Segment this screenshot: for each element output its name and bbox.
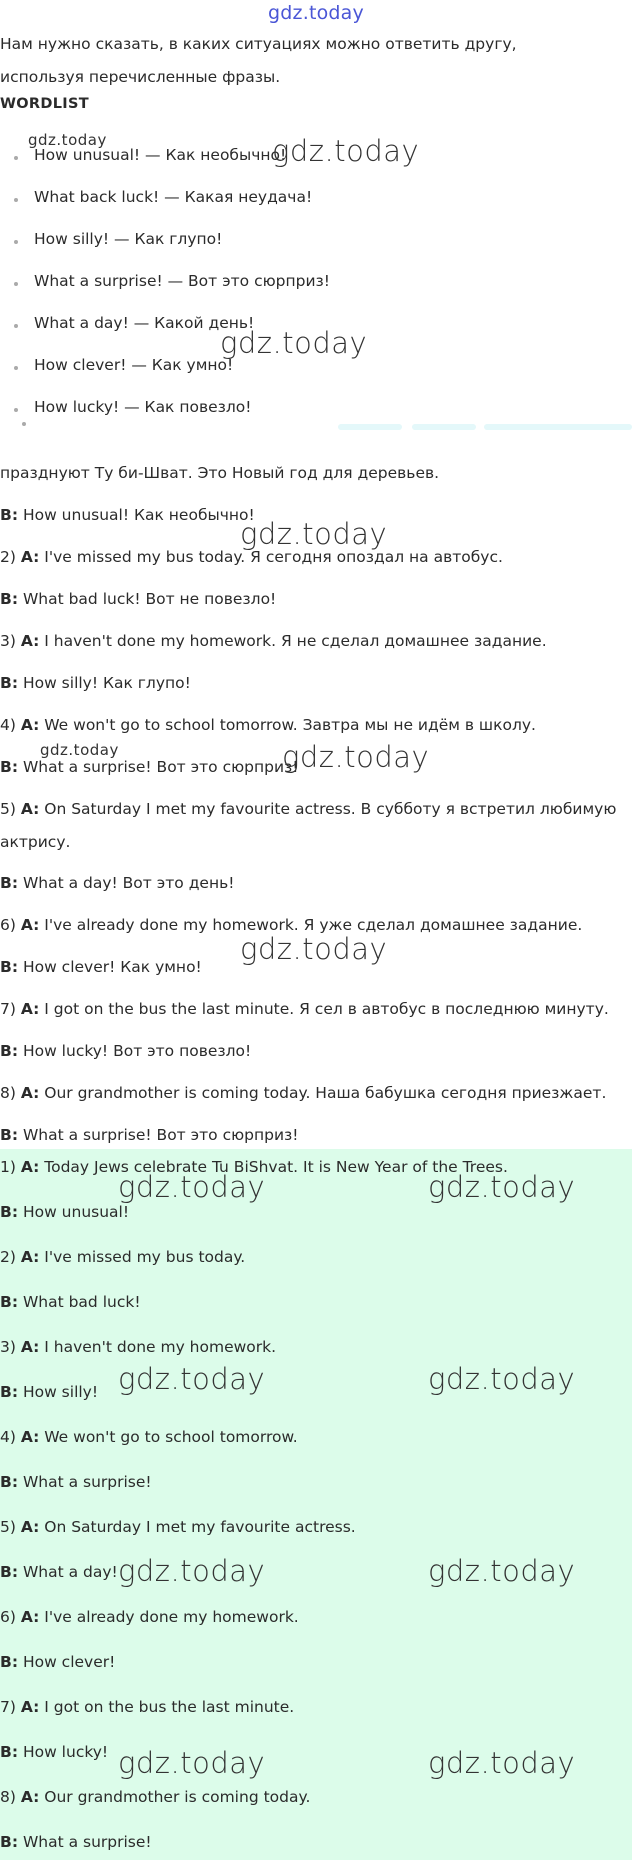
dialogue-line: 4) A: We won't go to school tomorrow. Завтра мы не идём в школу. xyxy=(0,716,536,734)
answer-line: B: How lucky! xyxy=(0,1743,109,1761)
answer-line: 3) A: I haven't done my homework. xyxy=(0,1338,277,1356)
answer-line: B: How clever! xyxy=(0,1653,116,1671)
dialogue-line: B: How unusual! Как необычно! xyxy=(0,506,255,524)
watermark: gdz.today xyxy=(272,134,420,168)
dialogue-line: 7) A: I got on the bus the last minute. Я сел в автобус в последнюю минуту. xyxy=(0,1000,609,1018)
decorative-bar xyxy=(484,424,632,430)
list-bullet xyxy=(22,422,26,426)
list-item: How silly! — Как глупо! xyxy=(34,230,223,248)
answer-line: 7) A: I got on the bus the last minute. xyxy=(0,1698,295,1716)
watermark: gdz.today xyxy=(428,1362,576,1396)
dialogue-line: B: How clever! Как умно! xyxy=(0,958,202,976)
answer-line: 6) A: I've already done my homework. xyxy=(0,1608,299,1626)
watermark: gdz.today xyxy=(118,1170,266,1204)
dialogue-line: 2) A: I've missed my bus today. Я сегодня опоздал на автобус. xyxy=(0,548,503,566)
dialogue-line: 5) A: On Saturday I met my favourite actress. В субботу я встретил любимую xyxy=(0,800,617,818)
dialogue-line: 3) A: I haven't done my homework. Я не сделал домашнее задание. xyxy=(0,632,547,650)
dialogue-line: B: What a surprise! Вот это сюрприз! xyxy=(0,1126,299,1144)
watermark: gdz.today xyxy=(220,326,368,360)
watermark: gdz.today xyxy=(240,932,388,966)
answer-line: B: What a day! xyxy=(0,1563,118,1581)
list-item: What a day! — Какой день! xyxy=(34,314,255,332)
dialogue-line: B: How lucky! Вот это повезло! xyxy=(0,1042,252,1060)
watermark: gdz.today xyxy=(428,1170,576,1204)
list-bullet xyxy=(14,408,18,412)
watermark: gdz.today xyxy=(118,1554,266,1588)
watermark: gdz.today xyxy=(282,740,430,774)
watermark: gdz.today xyxy=(428,1746,576,1780)
dialogue-line: актрису. xyxy=(0,833,71,851)
list-bullet xyxy=(14,324,18,328)
site-logo[interactable]: gdz.today xyxy=(268,2,364,24)
watermark: gdz.today xyxy=(118,1362,266,1396)
watermark: gdz.today xyxy=(118,1746,266,1780)
answer-line: 4) A: We won't go to school tomorrow. xyxy=(0,1428,298,1446)
list-item: What back luck! — Какая неудача! xyxy=(34,188,313,206)
answer-line: B: What a surprise! xyxy=(0,1473,152,1491)
answer-line: 2) A: I've missed my bus today. xyxy=(0,1248,246,1266)
watermark: gdz.today xyxy=(428,1554,576,1588)
list-bullet xyxy=(14,282,18,286)
answer-line: B: What bad luck! xyxy=(0,1293,141,1311)
list-bullet xyxy=(14,198,18,202)
list-bullet xyxy=(14,240,18,244)
dialogue-line: празднуют Ту би-Шват. Это Новый год для деревьев. xyxy=(0,464,440,482)
list-item: How unusual! — Как необычно! xyxy=(34,146,287,164)
wordlist-title: WORDLIST xyxy=(0,96,89,112)
decorative-bar xyxy=(412,424,476,430)
list-item: What a surprise! — Вот это сюрприз! xyxy=(34,272,330,290)
intro-text: Нам нужно сказать, в каких ситуациях можно ответить другу, используя перечисленные фразы. xyxy=(0,35,517,86)
answer-line: B: How unusual! xyxy=(0,1203,130,1221)
answer-line: 1) A: Today Jews celebrate Tu BiShvat. It is New Year of the Trees. xyxy=(0,1158,508,1176)
list-item: How lucky! — Как повезло! xyxy=(34,398,252,416)
dialogue-line: B: How silly! Как глупо! xyxy=(0,674,191,692)
answer-line: 5) A: On Saturday I met my favourite actress. xyxy=(0,1518,356,1536)
list-item: How clever! — Как умно! xyxy=(34,356,234,374)
answer-line: B: What a surprise! xyxy=(0,1833,152,1851)
dialogue-line: B: What a surprise! Вот это сюрприз! xyxy=(0,758,299,776)
list-bullet xyxy=(14,366,18,370)
list-bullet xyxy=(14,156,18,160)
watermark: gdz.today xyxy=(240,517,388,551)
watermark: gdz.today xyxy=(28,131,107,149)
answer-line: 8) A: Our grandmother is coming today. xyxy=(0,1788,311,1806)
dialogue-line: 6) A: I've already done my homework. Я уже сделал домашнее задание. xyxy=(0,916,583,934)
dialogue-line: B: What a day! Вот это день! xyxy=(0,874,235,892)
watermark: gdz.today xyxy=(40,741,119,759)
decorative-bar xyxy=(338,424,402,430)
answer-line: B: How silly! xyxy=(0,1383,99,1401)
dialogue-line: B: What bad luck! Вот не повезло! xyxy=(0,590,277,608)
dialogue-line: 8) A: Our grandmother is coming today. Наша бабушка сегодня приезжает. xyxy=(0,1084,607,1102)
